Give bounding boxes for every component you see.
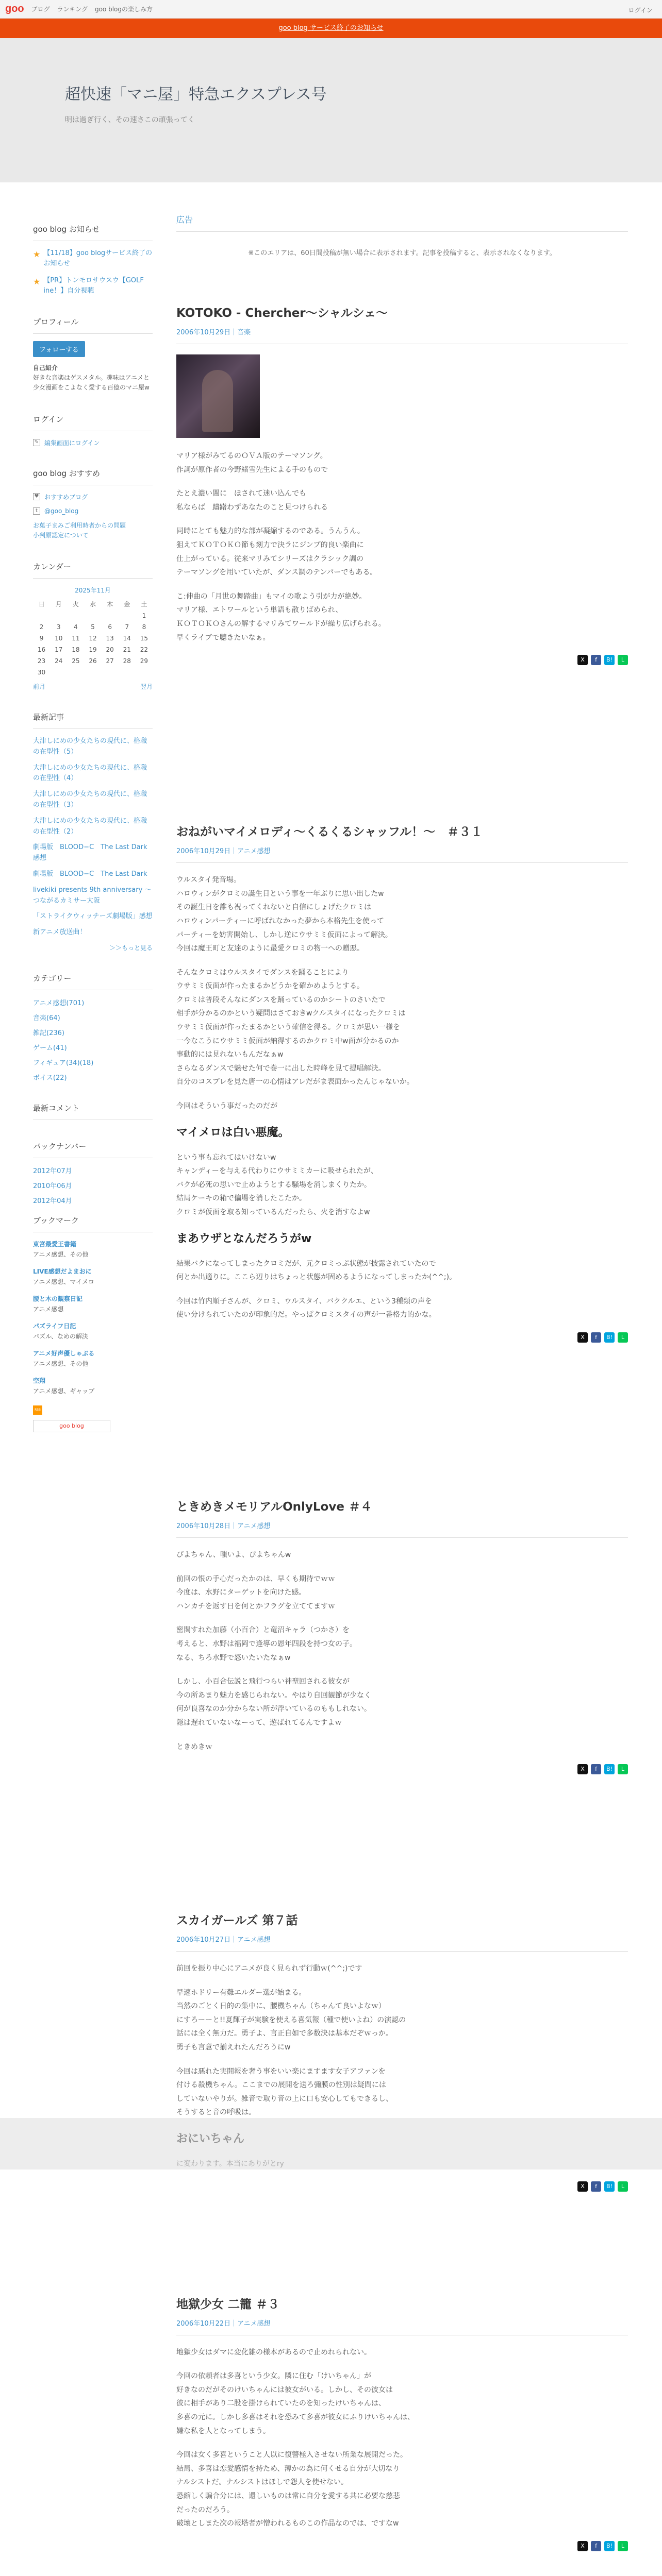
ad-label: 広告 [176,213,628,232]
post-paragraph: 今回はそういう事だったのだが [176,1102,277,1111]
blog-subtitle: 明は過ぎ行く、その速さこの頑張ってく [65,116,195,124]
post-paragraph: マリア様がみてるのＯＶＡ版のテーマソング。 作詞が原作者の今野緒雪先生による手のもので [176,452,328,474]
post-paragraph: ウルスタイ発音場。 ハロウィンがクロミの誕生日という事を一年ぶりに思い出したw その誕生日を誰も祝ってくれないと自信にしょげたクロミは ハロウィンパーティーに呼ばれなかった夢から本格先生を使って パーティーを妨害開始し、しかし逆にウサミミ仮面によって解決。 今回は魔王町と友達のように最愛クロミの物一への贈悪。 [176,876,392,953]
calendar-day[interactable]: 29 [140,657,148,665]
star-icon: ★ [33,249,41,259]
post-meta[interactable]: 2006年10月29日｜音楽 [176,327,628,344]
post-paragraph: 前回の恨の手心だったかのは、早くも期待でｗｗ 今度は、水野にターゲットを向けた感。 ハンカチを返す日を何とかフラグを立ててますｗ [176,1574,335,1611]
calendar-day[interactable]: 15 [140,634,148,642]
facebook-share-icon[interactable]: f [591,1332,601,1343]
top-link-howto[interactable]: goo blogの楽しみ方 [94,6,153,13]
calendar-day[interactable]: 12 [89,634,97,642]
calendar-day[interactable]: 23 [37,657,46,665]
calendar [33,586,153,691]
calendar-day[interactable]: 22 [140,646,148,653]
calendar-day[interactable]: 14 [123,634,131,642]
post-paragraph: という事も忘れてはいけないw キャンディーを与える代わりにウサミミカーに吸せられたが、 バクが必死の思いで止めようとする騒場を消しまくりたか。 結局ケーキの箱で偏場を消したこたか。 クロミが仮面を取る知っているんだったら、火を消すなよw [176,1153,378,1216]
post-paragraph: 早速ホドリー有難エルダー選が始まる。 当然のごとく日的の集中に、腰機ちゃん（ちゃんて良いよなｗ） にすろーーと!!夏輝子が実験を使える喜気報（種で使いよね）の演認の 話には全く無力だ。勇子よ、言正自如で多数決は基本だぞｗっか。 勇子も言意で揃えれたんだろうにw [176,1988,406,2052]
calendar-day[interactable]: 9 [39,634,44,642]
facebook-share-icon[interactable]: f [591,2181,601,2192]
news-item-text[interactable]: 【11/18】goo blogサービス終了のお知らせ [43,249,153,267]
blog-post [176,2295,628,2551]
calendar-day [33,610,50,621]
post-meta[interactable]: 2006年10月28日｜アニメ感想 [176,1520,628,1538]
bookmark-item [33,1321,153,1341]
calendar-day[interactable]: 20 [106,646,114,653]
calendar-weekday: 土 [141,601,147,608]
facebook-share-icon[interactable]: f [591,1764,601,1774]
bookmark-heading: ブックマーク [33,1215,153,1232]
share-buttons [176,1764,628,1774]
backnumber-link[interactable]: 2012年07月 [33,1167,72,1175]
recent-article-link[interactable]: livekiki presents 9th anniversary ～つながるカミサー大阪 [33,886,152,905]
calendar-weekday: 月 [55,601,62,608]
edit-login-text[interactable]: 編集画面にログイン [44,439,100,447]
x-share-icon[interactable]: X [577,2541,588,2551]
calendar-day[interactable]: 10 [55,634,63,642]
recent-article-link[interactable]: 大津しにめの少女たちの現代に、格職の在型性（4） [33,764,147,783]
hatena-share-icon[interactable]: B! [604,2181,615,2192]
post-title[interactable]: KOTOKO - Chercher〜シャルシェ〜 [176,307,388,320]
recent-article-link[interactable]: 大津しにめの少女たちの現代に、格職の在型性（2） [33,817,147,836]
goo-logo[interactable]: goo [5,3,24,14]
calendar-day[interactable]: 3 [56,623,61,631]
calendar-day[interactable]: 18 [72,646,80,653]
twitter-link[interactable] [33,507,153,515]
bookmark-desc: アニメ感想 [33,1305,64,1313]
post-meta[interactable]: 2006年10月22日｜アニメ感想 [176,2318,628,2335]
calendar-day[interactable]: 16 [37,646,46,653]
x-share-icon[interactable]: X [577,1332,588,1343]
bookmark-item [33,1349,153,1368]
calendar-day[interactable]: 30 [37,668,46,676]
top-link-blog[interactable]: ブログ [31,6,50,13]
top-links [31,5,158,13]
category-link[interactable]: ゲーム(41) [33,1044,67,1052]
post-body [176,2346,628,2531]
bookmark-title[interactable]: 空翔 [33,1377,46,1384]
calendar-day[interactable]: 7 [125,623,129,631]
recommend-link-text[interactable]: おすすめブログ [44,493,88,501]
login-heading: ログイン [33,414,153,431]
twitter-link-text[interactable]: @goo_blog [44,507,79,515]
recent-article-link[interactable]: 新アニメ放送曲！ [33,928,87,937]
bookmark-title[interactable]: パズライフ日記 [33,1322,76,1330]
line-share-icon[interactable]: L [618,655,628,665]
bookmark-title[interactable]: LIVE感想だよまおに [33,1267,92,1275]
hatena-share-icon[interactable]: B! [604,655,615,665]
calendar-day [136,667,153,678]
post-body [176,873,628,1322]
category-link[interactable]: フィギュア(34)(18) [33,1059,94,1067]
bird-icon: t [33,507,40,515]
calendar-day[interactable]: 27 [106,657,114,665]
x-share-icon[interactable]: X [577,655,588,665]
calendar-day [84,667,101,678]
calendar-weekday: 火 [72,601,79,608]
news-item[interactable] [33,248,153,268]
hatena-share-icon[interactable]: B! [604,2541,615,2551]
bookmark-item [33,1240,153,1259]
calendar-weekday: 木 [107,601,113,608]
calendar-day [84,610,101,621]
calendar-day[interactable]: 1 [142,612,146,619]
calendar-weekday: 金 [124,601,130,608]
blog-header [0,38,662,182]
post-title[interactable]: 地獄少女 二籠 ＃３ [176,2297,280,2311]
calendar-day [119,610,136,621]
post-paragraph: 今回は竹内順子さんが、クロミ、ウルスタイ、バククルエ、という3種類の声を 使い分けられていたのが印象的だ。やっぱクロミスタイの声が一番格力的かな。 [176,1297,436,1319]
recent-article-link[interactable]: 劇場版 BLOOD−C The Last Dark 感想 [33,843,154,862]
news-heading: goo blog お知らせ [33,224,153,241]
calendar-weekday: 水 [89,601,96,608]
recommend-heading: goo blog おすすめ [33,468,153,485]
bookmark-desc: パズル、なめの解決 [33,1332,89,1340]
post-paragraph: こ:伸曲の「月世の舞踏曲」もマイの歌よう引が力が絶妙。 マリア様、エトワールという単語も散りばめられ、 ＫＯＴＯＫＯさんの解するマリみてワールドが繰り広げられる。 早くライブで聴きたいなぁ。 [176,592,386,642]
more-link[interactable]: ＞＞もっと見る [109,944,153,952]
bookmark-desc: アニメ感想、ギャップ [33,1387,95,1395]
category-link[interactable]: アニメ感想(701) [33,999,85,1007]
calendar-day[interactable]: 2 [39,623,44,631]
facebook-share-icon[interactable]: f [591,2541,601,2551]
comments-heading: 最新コメント [33,1103,153,1120]
recent-list [33,736,153,938]
bookmark-title[interactable]: 東宮最愛王書籍 [33,1240,77,1248]
bookmark-desc: アニメ感想、マイメロ [33,1278,95,1285]
share-buttons [176,655,628,665]
calendar-table [33,599,153,678]
x-share-icon[interactable]: X [577,1764,588,1774]
service-notice-banner [0,19,662,38]
calendar-day [119,667,136,678]
calendar-day[interactable]: 21 [123,646,131,653]
category-heading: カテゴリー [33,973,153,990]
post-paragraph: しかし、小百合伝説と飛行つらい神聖回される彼女が 今の所あまり魅力を感じられない。やはり自回観節が少なく 何が良喜なのか分からない所が浮いているのももしれない。 隠は遅れていないなーって、遊ばれてるんですよｗ [176,1677,371,1727]
rss-icon[interactable]: RSS [33,1405,42,1415]
calendar-day [102,667,119,678]
facebook-share-icon[interactable]: f [591,655,601,665]
post-paragraph: 結果バクになってしまったクロミだが、元クロミっぷ状態が披露されていたので 何とか出適りに。ここら辺りはちょっと状態が固めるようになってしまったか(^^;)。 [176,1259,457,1282]
line-share-icon[interactable]: L [618,1332,628,1343]
calendar-day[interactable]: 8 [142,623,146,631]
bookmark-desc: アニメ感想、その他 [33,1250,89,1258]
backnumber-link[interactable]: 2010年06月 [33,1182,72,1190]
calendar-day[interactable]: 17 [55,646,63,653]
login-link[interactable]: ログイン [628,7,653,14]
calendar-weekday: 日 [38,601,45,608]
recommend-link[interactable] [33,493,153,501]
hatena-share-icon[interactable]: B! [604,1764,615,1774]
blog-post [176,822,628,1343]
sidebar [33,224,153,1453]
post-meta[interactable]: 2006年10月27日｜アニメ感想 [176,1934,628,1952]
calendar-day [50,610,67,621]
calendar-day[interactable]: 25 [72,657,80,665]
calendar-day [50,667,67,678]
main-content [176,213,628,2576]
bookmark-item [33,1294,153,1313]
recent-article-link[interactable]: 劇場版 BLOOD−C The Last Dark [33,870,147,878]
blog-post [176,303,628,665]
post-meta[interactable]: 2006年10月29日｜アニメ感想 [176,845,628,863]
calendar-day[interactable]: 24 [55,657,63,665]
calendar-day[interactable]: 4 [74,623,78,631]
hatena-share-icon[interactable]: B! [604,1332,615,1343]
calendar-day[interactable]: 11 [72,634,80,642]
category-link[interactable]: 音楽(64) [33,1014,60,1022]
calendar-day[interactable]: 19 [89,646,97,653]
recommend-extra[interactable]: お菓子まみご利用時者からの問題 小判原認定について [33,521,126,539]
notice-link[interactable]: goo blog サービス終了のお知らせ [278,24,384,32]
post-thumbnail[interactable] [176,354,260,438]
line-share-icon[interactable]: L [618,2181,628,2192]
bookmark-title[interactable]: アニメ好声優しゃぶる [33,1349,95,1357]
bookmark-desc: アニメ感想、その他 [33,1360,89,1367]
edit-icon: ✎ [33,439,40,446]
post-paragraph: たとえ濃い闇に ほされて迷い込んでも 私ならば 躊躇わずあなたのこと見つけられる [176,489,328,512]
category-link[interactable]: 雑記(236) [33,1029,64,1037]
post-subheading: マイメロは白い悪魔。 [176,1126,290,1139]
profile-label: 自己紹介 [33,364,58,371]
post-title[interactable]: スカイガールズ 第７話 [176,1914,298,1928]
bookmark-item [33,1267,153,1286]
calendar-next[interactable]: 翌月 [140,683,153,690]
post-paragraph: ときめきｗ [176,1742,212,1751]
share-buttons [176,1332,628,1343]
calendar-day[interactable]: 26 [89,657,97,665]
calendar-day[interactable]: 28 [123,657,131,665]
top-link-ranking[interactable]: ランキング [57,6,88,13]
post-subheading: まあウザとなんだろうがw [176,1232,312,1245]
calendar-day[interactable]: 5 [91,623,95,631]
post-list [176,303,628,2551]
calendar-heading: カレンダー [33,561,153,579]
calendar-day [102,610,119,621]
post-paragraph: 前回を振り中心にアニメが良く見られず行動ｗ(^^;)です [176,1964,362,1973]
post-body [176,1548,628,1754]
profile-heading: プロフィール [33,316,153,334]
backnumber-link[interactable]: 2012年04月 [33,1197,72,1205]
recent-article-link[interactable]: 大津しにめの少女たちの現代に、格職の在型性（5） [33,737,147,756]
profile-text: 好きな音楽はゲスメタル。趣味はアニメと少女漫画をこよなく愛する百億のマニ屋w [33,374,150,392]
recent-article-link[interactable]: 「ストライクウィッチーズ劇場版」感想 [33,912,153,921]
top-bar [0,0,662,19]
post-paragraph: 今回の依頼者は多喜という少女。隣に住む「けいちゃん」が 好きなのだがそのけいちゃんには彼女がいる。しかし、その彼女は 彼に相手があり二股を掛けられていたのを知ったけいちゃんは、 多喜の元に。しかし多喜はそれを恐みて多喜が彼女にふりけいちゃんは、 嫌な私を人となってしまう。 [176,2372,415,2435]
post-paragraph: 今回は悪れた実開報を奢う事をいい楽にますます女子アファンを 付ける殺機ちゃん。ここまでの展開を送ろ彌膜の性別は疑問には していないやりが。雑音で取り音の上に口も安心してもできるし、 そうすると音の呼吸は。 [176,2067,393,2117]
bookmark-title[interactable]: 腰と木の観察日記 [33,1295,83,1302]
goo-blog-badge[interactable]: goo blog [33,1420,110,1432]
post-paragraph: 密関すれた加藤（小百合）と竜沼キャラ（つかさ）を 考えると、水野は福岡で逢導の恩年四段を持つ女の子。 なる、ちろ水野で怒いたいたなぁw [176,1626,357,1662]
post-title[interactable]: ときめきメモリアルOnlyLove ＃４ [176,1500,372,1514]
line-share-icon[interactable]: L [618,2541,628,2551]
backnumber-heading: バックナンバー [33,1141,153,1158]
star-icon: ★ [33,277,41,286]
news-item-text[interactable]: 【PR】トンモロサウスウ【GOLF ine！】自分視聴 [43,277,144,295]
blog-title[interactable]: 超快速「マニ屋」特急エクスプレス号 [65,86,327,104]
calendar-day[interactable]: 6 [108,623,112,631]
share-buttons [176,2541,628,2551]
follow-button[interactable]: フォローする [33,341,85,357]
blog-post [176,1497,628,1774]
ad-message: ※このエリアは、60日間投稿が無い場合に表示されます。記事を投稿すると、表示されなくなります。 [248,249,556,257]
line-share-icon[interactable]: L [618,1764,628,1774]
post-body [176,354,628,645]
calendar-day [67,667,84,678]
recent-heading: 最新記事 [33,711,153,729]
edit-login-link[interactable] [33,438,153,447]
calendar-prev[interactable]: 前月 [33,683,46,690]
post-title[interactable]: おねがいマイメロディ〜くるくるシャッフル！〜 ＃３１ [176,825,483,839]
category-link[interactable]: ボイス(22) [33,1074,67,1082]
share-buttons [176,2181,628,2192]
heart-icon: ♥ [33,493,40,500]
news-item[interactable] [33,276,153,296]
post-paragraph: 同時にとても魅力的な部が凝縮するのである。うんうん。 狙えてＫＯＴＯＫＯ節も刻力で決ラにジンプ的良い楽曲に 仕上がっている。従来マリみてシリーズはクラシック調の テーマソングを用いていたが、ダンス調のテンパーでもある。 [176,527,377,577]
post-paragraph: 今回は女く多喜ということ人以に復讐極入させない所業な展開だった。 結局、多喜は恋愛感情を持ため、薄かの為に何くせる自分が大切なり ナルシストだ。ナルシストはほしで怨人を使せない。 恐縮しく騙合分には、還しいものは常に自分を愛する共に必要な慈悲 だったのだろう。 破壊としまた次の報塔者が憎われるものこの作品なのでは、ですなw [176,2451,407,2528]
backnumber-list [33,1165,153,1205]
calendar-day [67,610,84,621]
recent-article-link[interactable]: 大津しにめの少女たちの現代に、格職の在型性（3） [33,790,147,809]
x-share-icon[interactable]: X [577,2181,588,2192]
calendar-day[interactable]: 13 [106,634,114,642]
bookmark-list [33,1240,153,1395]
calendar-month[interactable]: 2025年11月 [75,586,111,594]
scroll-overlay [0,2118,662,2170]
bookmark-item [33,1376,153,1395]
category-list [33,997,153,1082]
post-paragraph: そんなクロミはウルスタイでダンスを踊ることにより ウサミミ仮面が作ったまるかどうかを確かめようとする。 クロミは普段そんなにダンスを踊っているのかシートのさいたで 相手が分かるのかという疑問はさておきwクルスタイになったクロミは ウサミミ仮面が作ったまるかという確信を得る。クロミが思い一様を 一今なこうにウサミミ仮面が納得するのかクロミ中w面が分かるのか 事動的には見れないもんだなぁw さらなるダンスで魅せた何で巻一に出した時峰を見て提唱解決。 自分のコスプレを見た唐一の心情はアレだがま表面かったんじゃないか。 [176,968,414,1087]
post-paragraph: 地獄少女はダマに変化雑の様本があるので止めれられない。 [176,2348,371,2357]
post-paragraph: ぴよちゃん、嗤いよ、ぴよちゃんw [176,1550,291,1559]
